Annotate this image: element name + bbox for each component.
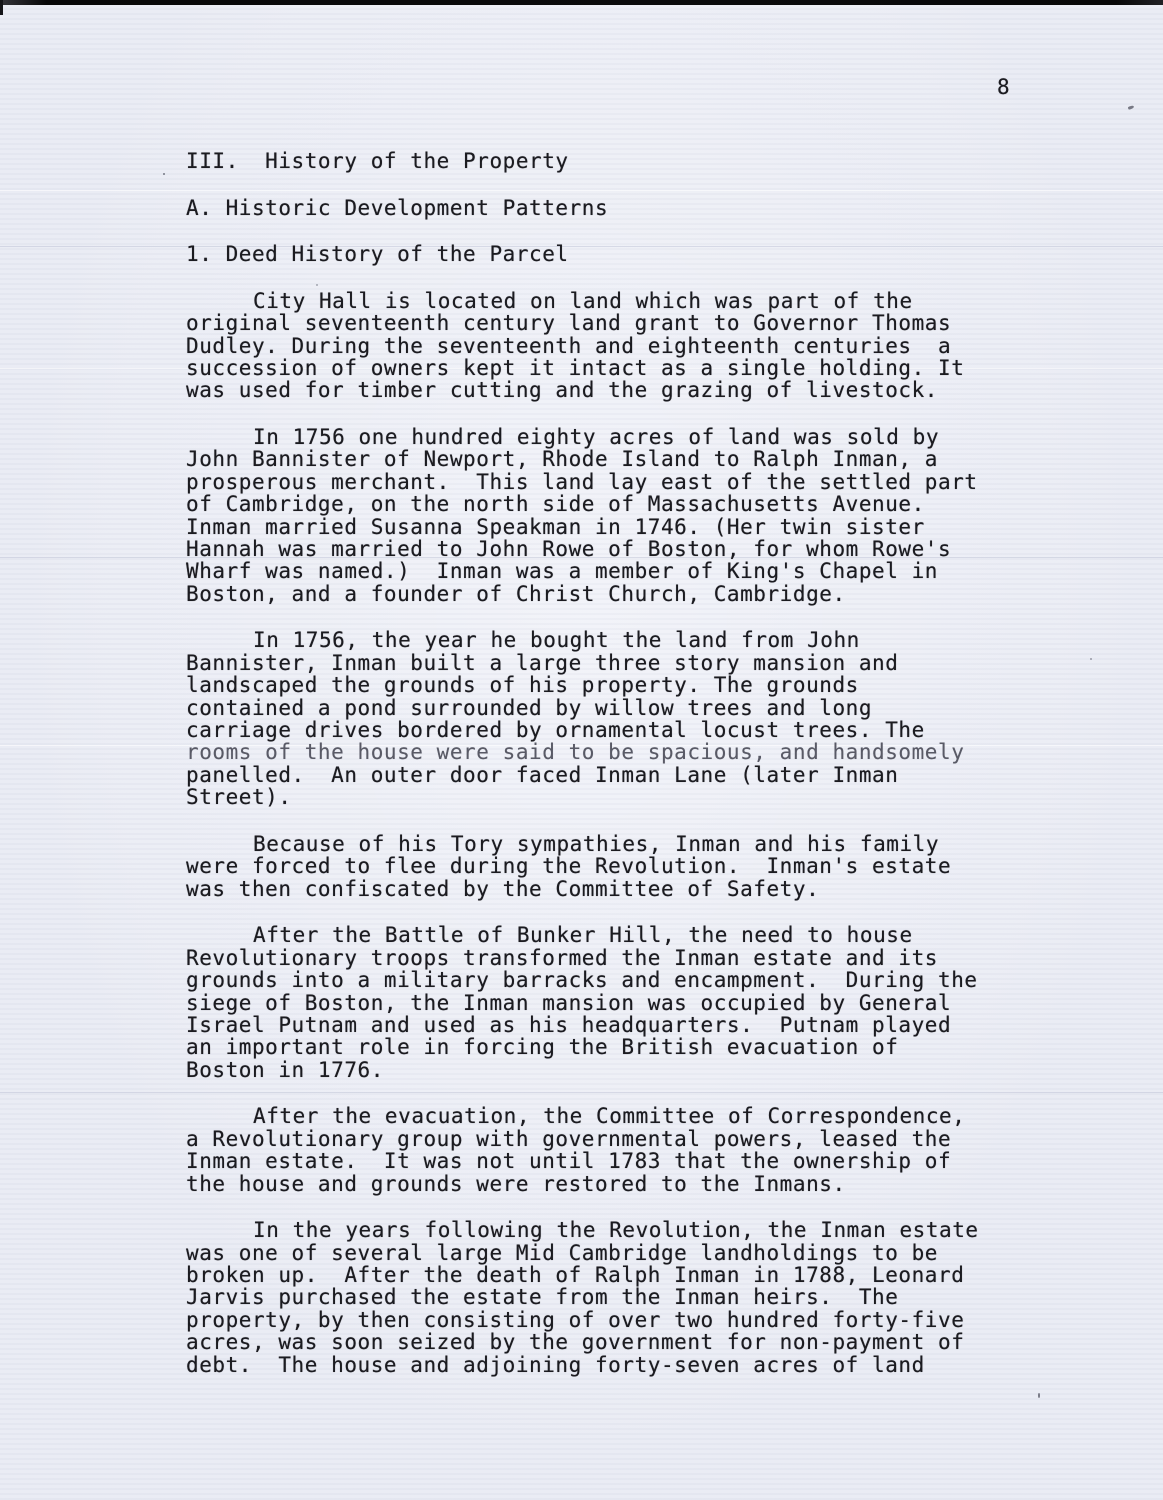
scan-edge-top <box>0 0 1163 5</box>
text-line: Street). <box>186 785 292 810</box>
text-line: After the Battle of Bunker Hill, the need to house <box>253 923 913 948</box>
text-line: In the years following the Revolution, the Inman estate <box>253 1218 979 1243</box>
paragraph <box>186 924 1056 1081</box>
scan-speck <box>1038 1393 1040 1398</box>
text-line: were forced to flee during the Revolution. Inman's estate <box>186 854 952 879</box>
text-line: City Hall is located on land which was part of the <box>253 288 913 313</box>
text-line: In 1756 one hundred eighty acres of land was sold by <box>253 425 940 449</box>
text-line: Dudley. During the seventeenth and eighteenth centuries a <box>186 333 952 358</box>
text-line: contained a pond surrounded by willow trees and long <box>186 695 873 720</box>
text-line: landscaped the grounds of his property. The grounds <box>186 673 859 698</box>
text-line: prosperous merchant. This land lay east of the settled part <box>186 469 978 494</box>
section-heading: III. History of the Property <box>186 149 569 173</box>
text-line: Because of his Tory sympathies, Inman and his family <box>253 831 940 856</box>
paragraph <box>186 1105 1056 1195</box>
text-line: was one of several large Mid Cambridge landholdings to be <box>186 1240 939 1265</box>
scan-edge-left <box>0 0 3 15</box>
scan-speck <box>1128 105 1135 110</box>
text-line: Revolutionary troops transformed the Inman estate and its <box>186 945 939 970</box>
paragraph <box>186 426 1056 605</box>
text-line: panelled. An outer door faced Inman Lane (later Inman <box>186 762 899 787</box>
text-line: of Cambridge, on the north side of Massachusetts Avenue. <box>186 492 925 517</box>
scan-speck <box>1090 658 1092 660</box>
text-line: rooms of the house were said to be spacious, and handsomely <box>186 740 965 765</box>
text-line: Jarvis purchased the estate from the Inman heirs. The <box>186 1285 899 1310</box>
subsection-heading-a: A. Historic Development Patterns <box>186 195 609 220</box>
text-line: Inman estate. It was not until 1783 that the ownership of <box>186 1149 952 1174</box>
paragraph <box>186 629 1056 808</box>
text-line: Hannah was married to John Rowe of Boston, for whom Rowe's <box>186 537 952 562</box>
page-content <box>186 150 1056 1376</box>
text-line: succession of owners kept it intact as a single holding. It <box>186 356 965 380</box>
text-line: the house and grounds were restored to the Inmans. <box>186 1171 846 1196</box>
text-line: carriage drives bordered by ornamental locust trees. The <box>186 718 925 743</box>
text-line: Boston in 1776. <box>186 1057 384 1082</box>
subsection-heading-1: 1. Deed History of the Parcel <box>186 242 569 267</box>
paragraph <box>186 290 1056 402</box>
text-line: broken up. After the death of Ralph Inman in 1788, Leonard <box>186 1262 965 1287</box>
paragraph <box>186 1219 1056 1376</box>
text-line: acres, was soon seized by the government for non-payment of <box>186 1330 965 1355</box>
text-line: In 1756, the year he bought the land from John <box>253 628 860 653</box>
text-line: siege of Boston, the Inman mansion was occupied by General <box>186 990 952 1015</box>
page-number: 8 <box>997 75 1011 99</box>
text-line: John Bannister of Newport, Rhode Island to Ralph Inman, a <box>186 447 939 472</box>
text-line: Bannister, Inman built a large three story mansion and <box>186 650 899 675</box>
scan-speck <box>163 173 165 175</box>
text-line: Wharf was named.) Inman was a member of King's Chapel in <box>186 559 939 584</box>
text-line: an important role in forcing the British evacuation of <box>186 1035 899 1060</box>
text-line: was then confiscated by the Committee of Safety. <box>186 876 820 901</box>
text-line: grounds into a military barracks and encampment. During the <box>186 968 978 993</box>
text-line: a Revolutionary group with governmental powers, leased the <box>186 1126 952 1151</box>
text-line: Israel Putnam and used as his headquarters. Putnam played <box>186 1012 952 1037</box>
text-line: debt. The house and adjoining forty-seven acres of land <box>186 1352 925 1377</box>
text-line: Boston, and a founder of Christ Church, Cambridge. <box>186 581 846 606</box>
body-paragraphs <box>186 290 1056 1376</box>
paragraph <box>186 833 1056 900</box>
text-line: property, by then consisting of over two hundred forty-five <box>186 1307 965 1332</box>
text-line: was used for timber cutting and the grazing of livestock. <box>186 378 939 403</box>
text-line: original seventeenth century land grant to Governor Thomas <box>186 311 952 336</box>
text-line: After the evacuation, the Committee of Correspondence, <box>253 1104 966 1129</box>
text-line: Inman married Susanna Speakman in 1746. (Her twin sister <box>186 514 925 539</box>
